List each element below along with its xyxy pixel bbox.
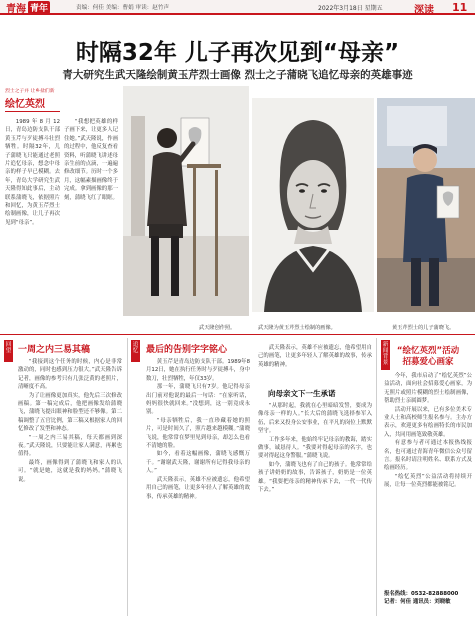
body-paragraph: 黄玉芹是青岛边防支队干部。1989年8月12日，她在执行任务时与歹徒搏斗，身中数刀，壮烈牺牲，年仅33岁。 <box>146 359 250 382</box>
editor-credits: 责编：何佳 美编：曹娟 审读：赵竹声 <box>76 5 170 11</box>
body-paragraph: “母亲牺牲后，我一直珍藏着她的照片，可是时间久了，照片越来越模糊。”蒲晓飞说，他常常在梦里见到母亲，却怎么也看不清她的脸。 <box>146 417 250 450</box>
body-paragraph: “绘忆英烈”公益活动将持续开展，让每一位英烈都能被铭记。 <box>384 473 472 489</box>
recruit-title-line1: “绘忆英烈”活动 <box>396 346 460 356</box>
portrait-photo <box>252 98 374 312</box>
recruit-hotline: 报名热线：0532-82888000 <box>384 591 459 597</box>
artist-photo-caption: 武天隆创作照。 <box>199 325 236 331</box>
body-paragraph: 最终，画像得到了蒲晓飞和家人的认可。“就是她，这就是我的妈妈。”蒲晓飞说。 <box>18 459 122 483</box>
logo-text-b: 青年 <box>28 1 50 14</box>
newspaper-logo <box>6 1 50 13</box>
son-photo-caption: 黄玉芹烈士的儿子蒲晓飞。 <box>392 325 455 331</box>
body-paragraph: 今年，我市启动了“绘忆英烈”公益活动，面向社会招募爱心画家，为无照片或照片模糊的烈士绘制画像，帮助烈士亲属圆梦。 <box>384 373 472 405</box>
body-paragraph: 工作多年来，他始终牢记母亲的教诲，踏实做事，诚恳待人。“我要对得起母亲的名字，也要对得起这身警服。”蒲晓飞说。 <box>258 436 372 460</box>
section-recall-body-c <box>258 402 372 616</box>
son-photo-image <box>377 98 475 312</box>
column-divider <box>376 338 377 616</box>
section-recall-body-a <box>146 358 250 616</box>
recruit-title <box>384 346 472 368</box>
body-paragraph: “一周之内三易其稿，每天都画到深夜。”武天隆说，只要能让家人满意，再累也值得。 <box>18 434 122 458</box>
recruit-title-line2: 招募爱心画家 <box>402 357 454 367</box>
body-paragraph: 有意参与者可通过本报热线报名，也可通过青海青年微信公众号留言。报名时请注明姓名、联系方式及绘画经历。 <box>384 440 472 472</box>
section-title-review: 一周之内三易其稿 <box>18 345 91 355</box>
column-tag <box>5 87 83 113</box>
recruit-reporters: 记者：何佳 通讯员：刘晓敏 <box>384 599 451 606</box>
page-number: 11 <box>452 1 468 14</box>
section-badge-review: 回望 <box>4 340 13 362</box>
body-paragraph: 武天隆表示，英雄不应被遗忘，他希望用自己的画笔，让更多年轻人了解英雄的故事，传承英雄的精神。 <box>146 476 250 500</box>
section-background-body <box>384 372 472 578</box>
portrait-drawing-image <box>252 98 374 312</box>
logo-text-a: 青海 <box>6 3 26 15</box>
body-paragraph: “我接到这个任务的时候，内心是非常激动的，同时也感到压力很大。”武天隆告诉记者，画像的参考只有几张泛黄的老照片，清晰度不高。 <box>18 359 122 391</box>
tag-rule <box>5 111 60 112</box>
body-paragraph: 如今，看着这幅画像，蒲晓飞感慨万千。“谢谢武天隆，谢谢所有记得我母亲的人。” <box>146 451 250 475</box>
body-paragraph: 那一年，蒲晓飞只有7岁。他记得母亲出门前对他说的最后一句话：“在家听话，妈妈很快就回来。”没想到，这一别竟成永别。 <box>146 384 250 416</box>
artist-photo-image <box>123 86 249 316</box>
section-name: 深读 <box>414 5 434 16</box>
body-paragraph: “从那时起，我就在心里暗暗发誓，要成为像母亲一样的人。”长大后的蒲晓飞选择参军入伍，后来又投身公安事业，在平凡的岗位上默默坚守。 <box>258 403 372 435</box>
section-subheading: 向母亲文下一生承诺 <box>268 389 336 398</box>
body-paragraph: 武天隆表示，英雄不应被遗忘，他希望用自己的画笔，让更多年轻人了解英雄的故事，传承英雄的精神。 <box>258 345 372 368</box>
artist-photo <box>123 86 249 316</box>
column-tag-title: 绘忆英烈 <box>5 99 45 110</box>
son-photo <box>377 98 475 312</box>
issue-date: 2022年3月18日 星期五 <box>318 5 383 12</box>
body-paragraph: 如今，蒲晓飞也有了自己的孩子。他常常给孩子讲奶奶的故事，告诉孩子，奶奶是一位英雄。“我要把母亲的精神传承下去，一代一代传下去。” <box>258 461 372 494</box>
headline: 时隔32年 儿子再次见到“母亲” <box>75 40 400 66</box>
section-rule <box>0 334 475 335</box>
masthead <box>0 0 475 15</box>
column-tag-subtitle: 烈士之子并 让乡盐们新 <box>5 89 55 94</box>
section-badge-recall: 追忆 <box>131 340 140 362</box>
section-review-body <box>18 358 122 616</box>
body-paragraph: 活动开展以来，已有多位美术专业人士和高校师生报名参与。主办方表示，欢迎更多有绘画特长的市民加入，共同用画笔致敬英雄。 <box>384 406 472 438</box>
body-paragraph: 为了让画像更加真实，他先后三次修改画稿。第一稿完成后，他把画像发给蒲晓飞，蒲晓飞提出眼神和脸型还不够像。第二稿调整了五官比例，第三稿又根据家人的回忆修改了发型和神态。 <box>18 392 122 433</box>
lead-paragraph: “我想把英雄的样子画下来，让更多人记住她。”武天隆说，作画的过程中，他反复查看资料，听蒲晓飞讲述母亲生前的点滴，一遍遍修改细节。历时一个多月，这幅素描画像终于完成。拿到画像的那一刻，蒲晓飞红了眼眶。 <box>64 119 118 201</box>
portrait-photo-caption: 武天隆为黄玉芹烈士绘制的画像。 <box>258 325 336 331</box>
section-recall-body-b <box>258 344 372 386</box>
column-divider <box>127 338 128 616</box>
lead-column-2 <box>64 118 118 318</box>
lead-paragraph: 1989年8月12日，青岛边防支队干部黄玉芹与歹徒搏斗壮烈牺牲。时隔32年，儿子蒲晓飞只能通过老照片追忆母亲，想念中母亲的样子早已模糊。去年，青岛大学研究生武天隆得知此事后，主动联系蒲晓飞，依据照片和回忆，为黄玉芹烈士绘制画像，让儿子再次见到“母亲”。 <box>5 119 60 226</box>
section-title-recall: 最后的告别字字铭心 <box>146 345 228 355</box>
section-badge-background: 新闻背景 <box>381 340 390 370</box>
deck-subheadline: 青大研究生武天隆绘制黄玉芹烈士画像 烈士之子蒲晓飞追忆母亲的英雄事迹 <box>62 69 413 81</box>
lead-column-1 <box>5 118 60 318</box>
recruit-footer <box>384 590 474 607</box>
